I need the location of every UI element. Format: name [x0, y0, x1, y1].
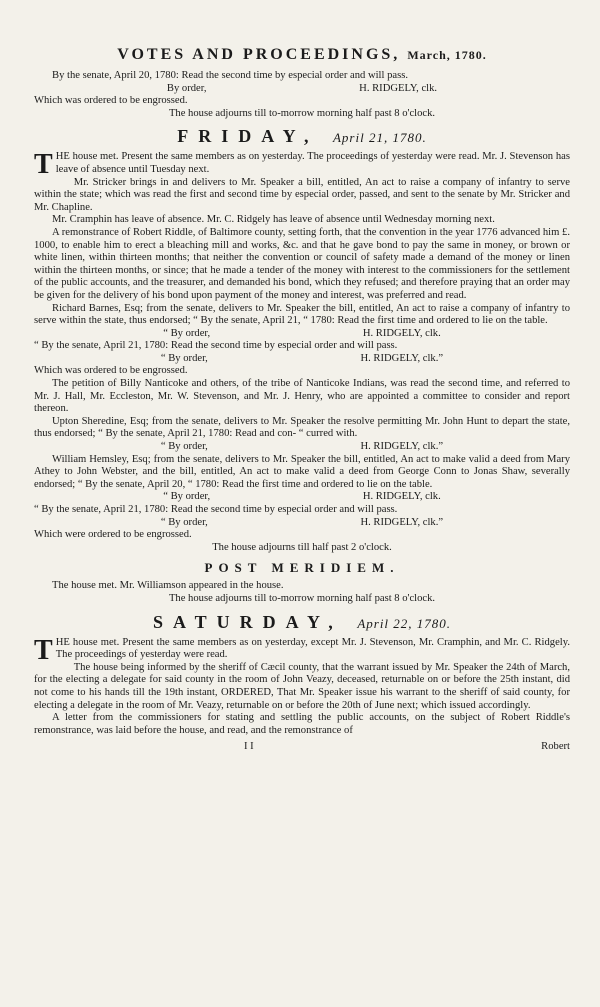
saturday-dropcap: T	[34, 634, 53, 666]
friday-paragraph-5: Richard Barnes, Esq; from the senate, delivers to Mr. Speaker the bill, entitled, An act to raise a company of infantry to serve within the state, thus endorsed; “ By the senate, April 21, “ 1780: Read the first time and ordered to lie on the table.	[34, 302, 570, 327]
friday-paragraph-2: Mr. Stricker brings in and delivers to Mr. Speaker a bill, entitled, An act to raise a company of infantry to serve within the state; which was read the first and second time by especial order, passed, and sent to the senate by Mr. Stricker and Mr. Chapline.	[34, 176, 570, 213]
catchword: Robert	[541, 741, 570, 753]
top-margin	[34, 6, 570, 22]
friday-p5-order-line	[34, 328, 570, 341]
friday-p5-clerk: H. RIDGELY, clk.	[362, 327, 441, 339]
friday-p5-by-order-2: “ By order,	[160, 352, 208, 364]
friday-p5-by-order: “ By order,	[163, 327, 211, 339]
friday-p7-clerk: H. RIDGELY, clk.”	[360, 441, 444, 453]
friday-p8-clerk-2: H. RIDGELY, clk.”	[360, 516, 444, 528]
post-meridiem-adjourn: The house adjourns till to-morrow morning half past 8 o'clock.	[168, 592, 436, 604]
friday-paragraph-1	[34, 149, 570, 181]
signature-mark: I I	[244, 741, 254, 753]
opening-by-order	[34, 83, 570, 96]
friday-p7-order-line	[34, 441, 570, 454]
friday-p5-clerk-2: H. RIDGELY, clk.”	[360, 352, 444, 364]
opening-clerk: H. RIDGELY, clk.	[359, 82, 438, 94]
friday-p8-engrossed: Which were ordered to be engrossed.	[34, 529, 192, 541]
friday-paragraph-4: A remonstrance of Robert Riddle, of Baltimore county, setting forth, that the convention in the year 1776 advanced him £. 1000, to enable him to erect a bleaching mill and works, &c. and that he gave bond to pay the same in money, or brown or white linen, within thirteen months; that neither the convention or council of safety made a demand of the money or linen within the thirteen months, or since; that he made a tender of the money with interest to the commissioners for the settlement of the public accounts, and the treasurer, and demanded his bond, which they refused; and therefore praying that an order may be given for the delivery of his bond upon payment of the money and interest, was preferred and read.	[34, 226, 570, 301]
running-head	[34, 46, 570, 64]
friday-p8-second-reading: “ By the senate, April 21, 1780: Read the second time by especial order and will pass.	[34, 504, 398, 515]
friday-paragraph-3: Mr. Cramphin has leave of absence. Mr. C. Ridgely has leave of absence until Wednesday morning next.	[52, 214, 495, 226]
friday-p5-engrossed: Which was ordered to be engrossed.	[34, 365, 188, 377]
post-meridiem-paragraph-1: The house met. Mr. Williamson appeared in the house.	[52, 580, 284, 592]
saturday-paragraph-1-text: HE house met. Present the same members as on yesterday, except Mr. J. Stevenson, Mr. Cramphin, and Mr. C. Ridgely. The proceedings of yesterday were read.	[55, 636, 570, 661]
saturday-day: SATURDAY,	[152, 611, 343, 632]
opening-adjourn: The house adjourns till to-morrow morning half past 8 o'clock.	[168, 107, 436, 119]
friday-paragraph-6: The petition of Billy Nanticoke and others, of the tribe of Nanticoke Indians, was read the second time, and referred to Mr. J. Hall, Mr. Eccleston, Mr. W. Stevenson, and Mr. J. Henry, who are appointed a committee to consider and report thereon.	[34, 378, 570, 415]
friday-paragraph-8: William Hemsley, Esq; from the senate, delivers to Mr. Speaker the bill, entitled, An act to make valid a deed from Mary Athey to John Webster, and the bill, entitled, An act to make valid a deed from George Conn to Jonas Shaw, severally endorsed; “ By the senate, April 20, “ 1780: Read the first time and ordered to lie on the table.	[34, 453, 570, 490]
friday-day: FRIDAY,	[177, 126, 319, 147]
friday-adjourn: The house adjourns till half past 2 o'clock.	[212, 541, 392, 553]
friday-p8-by-order-2: “ By order,	[160, 516, 208, 528]
friday-p5-second-reading: “ By the senate, April 21, 1780: Read the second time by especial order and will pass.	[34, 340, 398, 352]
post-meridiem-heading: POST MERIDIEM.	[204, 560, 400, 576]
saturday-paragraph-2: The house being informed by the sheriff of Cæcil county, that the warrant issued by Mr. Speaker the 24th of March, for the electing a delegate for said county in the room of John Veazy, deceased, returnable on or before the 25th instant, did not come to his hands till the 19th instant, ORDERED, That Mr. Speaker issue his warrant to the sheriff of said county, for electing a delegate in the room of Mr. Veazy, returnable on or before the 20th of June next; which issued accordingly.	[34, 661, 570, 711]
running-head-date: March, 1780.	[407, 48, 487, 62]
saturday-paragraph-3: A letter from the commissioners for stating and settling the public accounts, on the subject of Robert Riddle's remonstrance, was laid before the house, and read, and the remonstrance of	[34, 712, 570, 736]
running-head-title: VOTES AND PROCEEDINGS,	[117, 46, 401, 63]
friday-date: April 21, 1780.	[332, 130, 427, 146]
friday-paragraph-1-text: HE house met. Present the same members as on yesterday. The proceedings of yesterday were read. Mr. J. Stevenson has leave of absence until Tuesday next.	[55, 151, 570, 175]
friday-p8-clerk: H. RIDGELY, clk.	[362, 491, 441, 503]
friday-p5-order-line-2	[34, 353, 570, 366]
opening-by-order-label: By order,	[166, 82, 207, 94]
opening-engrossed: Which was ordered to be engrossed.	[34, 95, 188, 107]
friday-p8-order-line-2	[34, 517, 570, 530]
friday-p8-by-order: “ By order,	[163, 491, 211, 503]
friday-p8-order-line	[34, 491, 570, 504]
page-footer	[34, 741, 570, 752]
saturday-date: April 22, 1780.	[357, 615, 452, 631]
saturday-heading	[34, 612, 570, 633]
friday-paragraph-7: Upton Sheredine, Esq; from the senate, delivers to Mr. Speaker the resolve permitting Mr. John Hunt to depart the state, thus endorsed; “ By the senate, April 21, 1780: Read and con- “ curred with.	[34, 415, 570, 440]
friday-dropcap: T	[34, 149, 53, 181]
friday-p7-by-order: “ By order,	[160, 441, 208, 453]
friday-heading	[34, 126, 570, 147]
opening-senate-line: By the senate, April 20, 1780: Read the second time by especial order and will pass.	[52, 70, 408, 81]
saturday-paragraph-1	[34, 634, 570, 666]
